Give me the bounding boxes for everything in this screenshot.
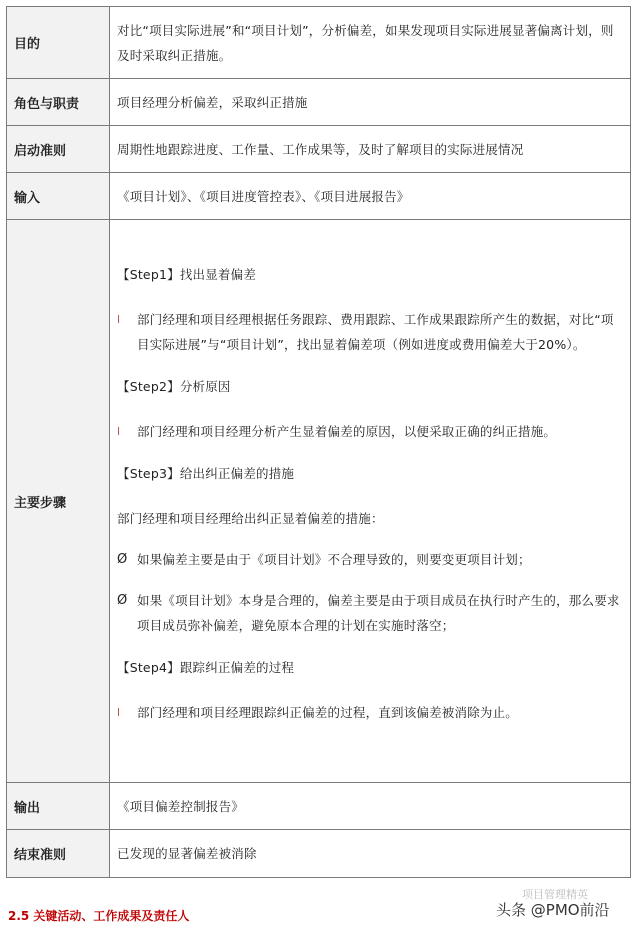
table-row	[7, 830, 631, 878]
row-label: 启动准则	[7, 126, 110, 173]
table-row	[7, 79, 631, 126]
row-value: 《项目计划》、《项目进度管控表》、《项目进展报告》	[110, 173, 631, 220]
row-label: 结束准则	[7, 830, 110, 878]
step-item	[117, 547, 624, 572]
step-heading: 【Step1】找出显着偏差	[117, 267, 257, 282]
row-value: 《项目偏差控制报告》	[110, 783, 631, 830]
step-heading: 【Step4】跟踪纠正偏差的过程	[117, 660, 295, 675]
process-table	[6, 6, 631, 878]
row-value: 对比“项目实际进展”和“项目计划”，分析偏差，如果发现项目实际进展显著偏离计划，则及时采取纠正措施。	[110, 7, 631, 79]
row-label: 目的	[7, 7, 110, 79]
step-text: 部门经理和项目经理跟踪纠正偏差的过程，直到该偏差被消除为止。	[137, 705, 519, 720]
bullet-icon: l	[117, 313, 121, 326]
row-label: 主要步骤	[7, 220, 110, 783]
watermark-faint: 项目管理精英	[522, 888, 588, 901]
section-heading: 2.5 关键活动、工作成果及责任人	[8, 909, 190, 923]
table-row	[7, 126, 631, 173]
step-text: 部门经理和项目经理分析产生显着偏差的原因，以便采取正确的纠正措施。	[137, 424, 557, 439]
step-heading: 【Step2】分析原因	[117, 379, 231, 394]
row-value: 项目经理分析偏差，采取纠正措施	[110, 79, 631, 126]
arrow-bullet-icon: Ø	[117, 552, 128, 567]
table-row	[7, 220, 631, 783]
table-row	[7, 783, 631, 830]
table-row	[7, 173, 631, 220]
row-label: 角色与职责	[7, 79, 110, 126]
row-label: 输出	[7, 783, 110, 830]
bullet-icon: l	[117, 425, 121, 438]
row-value: 已发现的显著偏差被消除	[110, 830, 631, 878]
step-heading: 【Step3】给出纠正偏差的措施	[117, 466, 295, 481]
step-text: 部门经理和项目经理给出纠正显着偏差的措施：	[117, 511, 384, 526]
step-text: 如果偏差主要是由于《项目计划》不合理导致的，则要变更项目计划；	[137, 552, 531, 567]
step-text: 如果《项目计划》本身是合理的，偏差主要是由于项目成员在执行时产生的，那么要求项目成员弥补偏差，避免原本合理的计划在实施时落空；	[137, 593, 620, 633]
arrow-bullet-icon: Ø	[117, 593, 128, 608]
bullet-icon: l	[117, 706, 121, 719]
step-text: 部门经理和项目经理根据任务跟踪、费用跟踪、工作成果跟踪所产生的数据，对比“项目实际进展”与“项目计划”，找出显着偏差项（例如进度或费用偏差大于20%）。	[137, 312, 614, 352]
table-row	[7, 7, 631, 79]
steps-cell	[110, 220, 631, 783]
step-item	[117, 700, 624, 725]
row-label: 输入	[7, 173, 110, 220]
row-value: 周期性地跟踪进度、工作量、工作成果等，及时了解项目的实际进展情况	[110, 126, 631, 173]
watermark: 头条 @PMO前沿	[496, 901, 610, 919]
step-item	[117, 419, 624, 444]
step-item	[117, 307, 624, 357]
step-item	[117, 588, 624, 638]
